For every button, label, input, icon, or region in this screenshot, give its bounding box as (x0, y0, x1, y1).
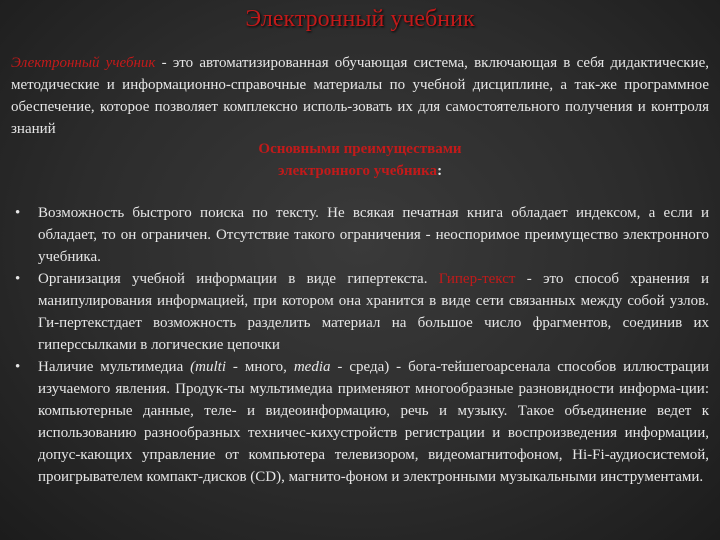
bullet-rest: - это способ хранения и манипулирования информацией, при котором она хранится в виде сети связанных между собой узлов. Ги-пертекстдает возможность разделить материал на большое число фрагментов, соединив их гиперссылками в логические цепочки (38, 271, 709, 353)
bullet-part-italic: (multi (190, 359, 226, 375)
bullet-marker: • (15, 359, 21, 375)
slide-title: Электронный учебник (245, 6, 475, 32)
advantages-heading-line2: электронного учебника (277, 163, 438, 179)
bullet-lead: Организация учебной информации в виде гипертекста. (38, 271, 439, 287)
list-item (11, 356, 709, 488)
advantages-heading (0, 138, 720, 182)
advantages-heading-line2-wrap (0, 160, 720, 182)
intro-term: Электронный учебник (11, 55, 156, 71)
advantages-heading-colon: : (437, 163, 443, 179)
list-item (11, 202, 709, 268)
bullet-marker: • (15, 205, 21, 221)
bullet-marker: • (15, 271, 21, 287)
list-item (11, 268, 709, 356)
bullet-term: Гипер-текст (438, 271, 516, 287)
bullet-part: - среда) - бога-тейшегоарсенала способов иллюстрации изучаемого явления. Продук-ты мультимедиа применяют многообразные разновидности информа-ции: компьютерные данные, теле- и видеоинформацию, речь и музыку. Такое объединение ведет к использованию разнообразных техничес-кихустройств регистрации и воспроизведения информации, допус-кающих управление от компьютера телевизором, видеомагнитофоном, Hi-Fi-аудиосистемой, проигрывателем компакт-дисков (CD), магнито-фоном и электронными музыкальными инструментами. (38, 359, 709, 485)
intro-text: - это автоматизированная обучающая система, включающая в себя дидактические, методические и информационно-справочные материалы по учебной дисциплине, а так-же программное обеспечение, которое позволяет комплексно исполь-зовать их для самостоятельного получения и контроля знаний (11, 55, 709, 137)
advantages-heading-line1: Основными преимуществами (258, 141, 462, 157)
intro-paragraph (11, 52, 709, 140)
bullet-part: - много, (226, 359, 294, 375)
bullet-part: Наличие мультимедиа (38, 359, 191, 375)
advantages-list (11, 202, 709, 488)
bullet-text: Возможность быстрого поиска по тексту. Не всякая печатная книга обладает индексом, а если и обладает, то он ограничен. Отсутствие такого ограничения - неоспоримое преимущество электронного учебника. (38, 205, 709, 265)
bullet-part-italic: media (293, 359, 331, 375)
